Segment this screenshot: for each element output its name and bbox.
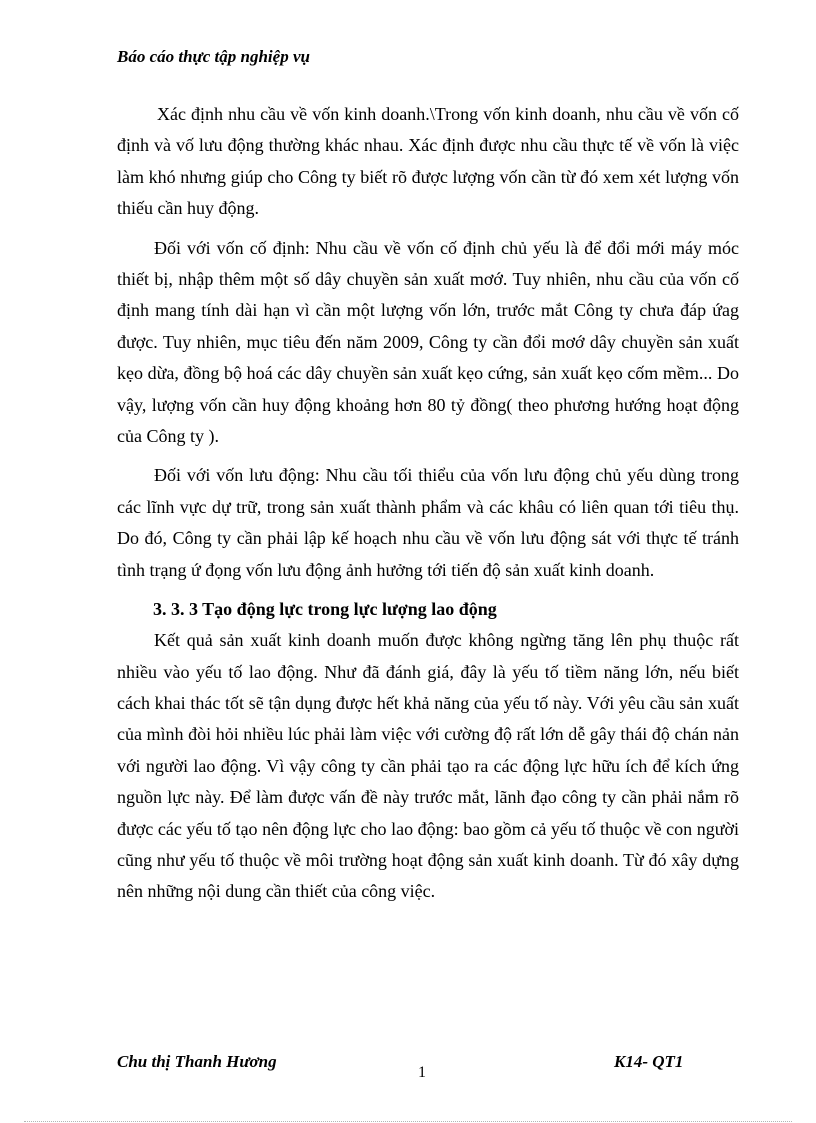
page-header-title: Báo cáo thực tập nghiệp vụ — [117, 47, 310, 66]
paragraph-labor-motivation: Kết quả sản xuất kinh doanh muốn được không ngừng tăng lên phụ thuộc rất nhiều vào yếu tố lao động. Như đã đánh giá, đây là yếu tố tiềm năng lớn, nếu biết cách khai thác tốt sẽ tận dụng được hết khả năng của yếu tố này. Với yêu cầu sản xuất của mình đòi hỏi nhiều lúc phải làm việc với cường độ rất lớn dễ gây thái độ chán nản với người lao động. Vì vậy công ty cần phải tạo ra các động lực hữu ích để kích ứng nguồn lực này. Để làm được vấn đề này trước mắt, lãnh đạo công ty cần phải nắm rõ được các yếu tố tạo nên động lực cho lao động: bao gồm cả yếu tố thuộc về con người cũng như yếu tố thuộc về môi trường hoạt động sản xuất kinh doanh. Từ đó xây dựng nên những nội dung cần thiết của công việc. — [117, 630, 739, 902]
footer-class-code: K14- QT1 — [614, 1052, 684, 1071]
footer-author: Chu thị Thanh Hương — [117, 1052, 277, 1071]
paragraph-fixed-capital: Đối với vốn cố định: Nhu cầu về vốn cố định chủ yếu là để đổi mới máy móc thiết bị, nhập thêm một số dây chuyền sản xuất mơớ. Tuy nhiên, nhu cầu của vốn cố định mang tính dài hạn vì cần một lượng vốn lớn, trước mắt Công ty chưa đáp ứag được. Tuy nhiên, mục tiêu đến năm 2009, Công ty cần đổi mơớ dây chuyền sản xuất kẹo dừa, đồng bộ hoá các dây chuyền sản xuất kẹo cứng, sản xuất kẹo cốm mềm... Do vậy, lượng vốn cần huy động khoảng hơn 80 tỷ đồng( theo phương hướng hoạt động của Công ty ). — [117, 237, 739, 447]
document-body — [117, 99, 739, 916]
paragraph-working-capital: Đối với vốn lưu động: Nhu cầu tối thiểu của vốn lưu động chủ yếu dùng trong các lĩnh vực dự trữ, trong sản xuất thành phẩm và các khâu có liên quan tới tiêu thụ. Do đó, Công ty cần phải lập kế hoạch nhu cầu về vốn lưu động sát với thực tế tránh tình trạng ứ đọng vốn lưu động ảnh hưởng tới tiến độ sản xuất kinh doanh. — [117, 465, 739, 580]
page-bottom-divider — [24, 1121, 792, 1122]
paragraph-capital-needs: Xác định nhu cầu về vốn kinh doanh.\Trong vốn kinh doanh, nhu cầu về vốn cố định và vố lưu động thường khác nhau. Xác định được nhu cầu thực tế về vốn là việc làm khó nhưng giúp cho Công ty biết rõ được lượng vốn cần từ đó xem xét lượng vốn thiếu cần huy động. — [117, 104, 739, 219]
footer-page-number: 1 — [418, 1064, 426, 1081]
section-heading: 3. 3. 3 Tạo động lực trong lực lượng lao động — [153, 599, 497, 620]
